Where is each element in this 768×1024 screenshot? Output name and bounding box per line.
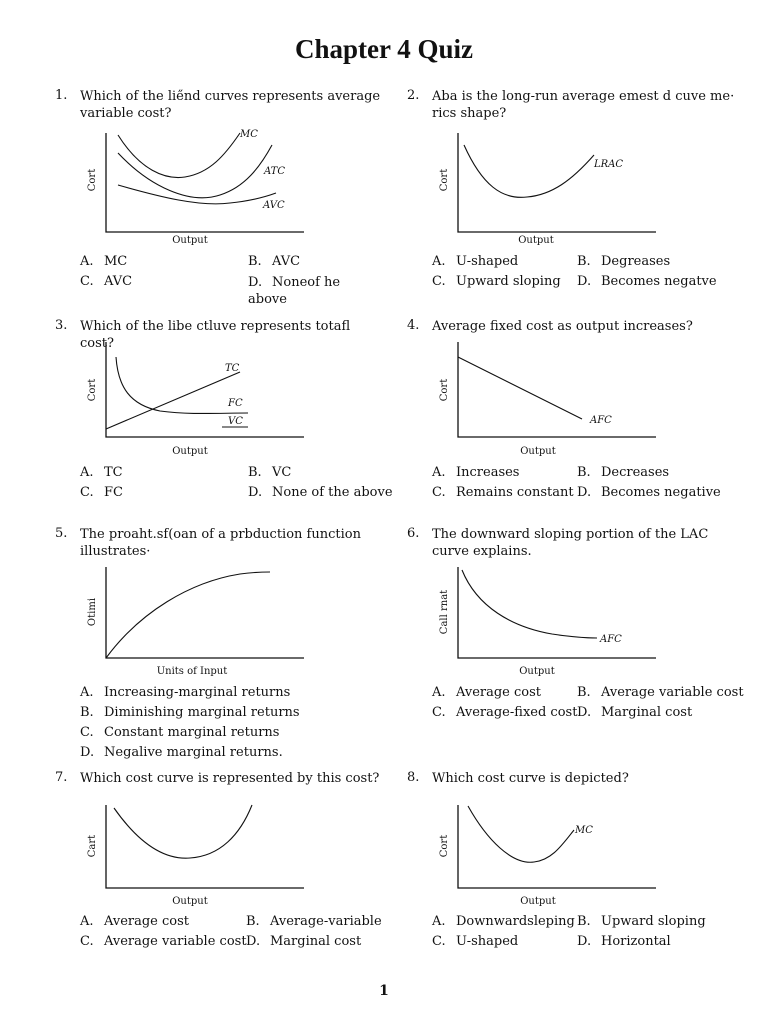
option-d[interactable]: D. Marginal cost bbox=[577, 705, 693, 720]
option-d[interactable]: D. Noneof he above bbox=[248, 275, 341, 307]
lrac-curve bbox=[464, 145, 594, 197]
option-c[interactable]: C. FC bbox=[80, 485, 123, 500]
production-function-chart bbox=[80, 562, 310, 682]
option-c[interactable]: C. Constant marginal returns bbox=[80, 725, 280, 740]
cost-curves-chart bbox=[80, 125, 310, 250]
x-axis-label: Output bbox=[518, 235, 554, 246]
option-c[interactable]: C. Average variable cost bbox=[80, 934, 247, 949]
option-d[interactable]: D. Horizontal bbox=[577, 934, 671, 949]
curve-label-mc: MC bbox=[240, 129, 258, 140]
x-axis-label: Output bbox=[172, 235, 208, 246]
option-c[interactable]: C. AVC bbox=[80, 274, 133, 289]
graph-q8 bbox=[432, 800, 662, 910]
question-5 bbox=[55, 526, 385, 560]
u-shaped-curve bbox=[114, 805, 252, 858]
option-c[interactable]: C. U-shaped bbox=[432, 934, 519, 949]
question-text: Average fixed cost as output increases? bbox=[432, 319, 693, 334]
avc-curve bbox=[118, 185, 276, 204]
question-number: 4. bbox=[407, 318, 420, 333]
mc-curve bbox=[118, 133, 240, 178]
x-axis-label: Output bbox=[172, 896, 208, 907]
axes bbox=[106, 567, 304, 658]
x-axis-label: Output bbox=[519, 666, 555, 677]
question-number: 6. bbox=[407, 526, 420, 541]
y-axis-label: Cart bbox=[87, 834, 98, 858]
y-axis-label: Call rnat bbox=[439, 589, 450, 635]
question-text: Which cost curve is depicted? bbox=[432, 771, 629, 786]
option-b[interactable]: B. Decreases bbox=[577, 465, 670, 480]
axes bbox=[106, 342, 304, 437]
axes bbox=[106, 805, 304, 888]
question-number: 1. bbox=[55, 88, 68, 103]
option-a[interactable]: A. Increases bbox=[432, 465, 520, 480]
graph-q2 bbox=[432, 125, 662, 250]
option-c[interactable]: C. Average-fixed cost bbox=[432, 705, 578, 720]
question-3 bbox=[55, 318, 385, 351]
option-b[interactable]: B. Upward sloping bbox=[577, 914, 706, 929]
option-b[interactable]: B. AVC bbox=[248, 254, 301, 269]
option-a[interactable]: A. Increasing-marginal returns bbox=[80, 685, 291, 700]
afc-line bbox=[458, 357, 582, 419]
afc-curve bbox=[462, 570, 597, 638]
x-axis-label: Output bbox=[520, 896, 556, 907]
x-axis-label: Output bbox=[172, 446, 208, 457]
option-d[interactable]: D. Becomes negative bbox=[577, 485, 721, 500]
question-text: Which cost curve is represented by this cost? bbox=[80, 771, 380, 786]
graph-q3 bbox=[80, 337, 310, 462]
axes bbox=[458, 342, 656, 437]
option-a[interactable]: A. Average cost bbox=[432, 685, 542, 700]
graph-q5 bbox=[80, 562, 310, 682]
afc-chart bbox=[432, 337, 662, 462]
graph-q4 bbox=[432, 337, 662, 462]
y-axis-label: Cort bbox=[439, 378, 450, 402]
option-a[interactable]: A. Average cost bbox=[80, 914, 190, 929]
graph-q1 bbox=[80, 125, 310, 250]
axes bbox=[106, 133, 304, 232]
question-number: 8. bbox=[407, 770, 420, 785]
curve-label-afc: AFC bbox=[600, 634, 622, 645]
option-d[interactable]: D. Marginal cost bbox=[246, 934, 362, 949]
option-c[interactable]: C. Remains constant bbox=[432, 485, 574, 500]
axes bbox=[458, 805, 656, 888]
option-d[interactable]: D. None of the above bbox=[248, 485, 393, 500]
question-2 bbox=[407, 88, 737, 121]
question-text: Which of the libe ctluve represents totafl cost? bbox=[80, 319, 351, 351]
y-axis-label: Otimi bbox=[87, 597, 98, 627]
question-text: Aba is the long-run average emest d cuve me· rics shape? bbox=[432, 89, 735, 121]
mc-chart bbox=[432, 800, 662, 910]
curve-label-atc: ATC bbox=[264, 166, 285, 177]
curve-label-tc: TC bbox=[225, 363, 240, 374]
curve-label-vc: VC bbox=[228, 416, 243, 427]
question-text: Which of the lie̋nd curves represents average variable cost? bbox=[80, 89, 381, 121]
option-b[interactable]: B. VC bbox=[248, 465, 292, 480]
y-axis-label: Cort bbox=[439, 168, 450, 192]
option-a[interactable]: A. U-shaped bbox=[432, 254, 519, 269]
cost-curve-chart bbox=[80, 800, 310, 910]
page-number: 1 bbox=[379, 983, 389, 999]
y-axis-label: Cort bbox=[439, 834, 450, 858]
curve-label-lrac: LRAC bbox=[594, 159, 624, 170]
option-b[interactable]: B. Degreases bbox=[577, 254, 671, 269]
question-text: The downward sloping portion of the LAC curve explains. bbox=[432, 527, 709, 559]
curve-label-avc: AVC bbox=[263, 200, 285, 211]
option-a[interactable]: A. Downwardsleping bbox=[432, 914, 575, 929]
question-7 bbox=[55, 770, 385, 790]
question-number: 7. bbox=[55, 770, 68, 785]
y-axis-label: Cort bbox=[87, 378, 98, 402]
tc-line bbox=[106, 372, 240, 429]
x-axis-label: Units of Input bbox=[156, 666, 228, 677]
question-8 bbox=[407, 770, 737, 790]
lrac-chart bbox=[432, 125, 662, 250]
graph-q6 bbox=[432, 562, 662, 682]
question-number: 5. bbox=[55, 526, 68, 541]
question-1 bbox=[55, 88, 385, 121]
graph-q7 bbox=[80, 800, 310, 910]
option-b[interactable]: B. Average variable cost bbox=[577, 685, 744, 700]
lac-chart bbox=[432, 562, 662, 682]
curve-label-mc: MC bbox=[575, 825, 593, 836]
question-6 bbox=[407, 526, 737, 560]
production-curve bbox=[106, 572, 270, 658]
option-c[interactable]: C. Upward sloping bbox=[432, 274, 561, 289]
option-a[interactable]: A. TC bbox=[80, 465, 123, 480]
curve-label-afc: AFC bbox=[590, 415, 612, 426]
option-b[interactable]: B. Average-variable bbox=[246, 914, 382, 929]
curve-label-fc: FC bbox=[228, 398, 243, 409]
y-axis-label: Cort bbox=[87, 168, 98, 192]
atc-curve bbox=[118, 145, 272, 198]
option-d[interactable]: D. Becomes negatve bbox=[577, 274, 717, 289]
question-4 bbox=[407, 318, 737, 338]
option-a[interactable]: A. MC bbox=[80, 254, 128, 269]
x-axis-label: Output bbox=[520, 446, 556, 457]
option-b[interactable]: B. Diminishing marginal returns bbox=[80, 705, 300, 720]
total-cost-chart bbox=[80, 337, 310, 462]
page-title: Chapter 4 Quiz bbox=[294, 34, 473, 64]
question-text: The proaht.sf(oan of a prbduction function illustrates· bbox=[80, 527, 361, 559]
axes bbox=[458, 567, 656, 658]
mc-curve bbox=[468, 806, 574, 862]
question-number: 3. bbox=[55, 318, 68, 333]
option-d[interactable]: D. Negalive marginal returns. bbox=[80, 745, 283, 760]
question-number: 2. bbox=[407, 88, 420, 103]
